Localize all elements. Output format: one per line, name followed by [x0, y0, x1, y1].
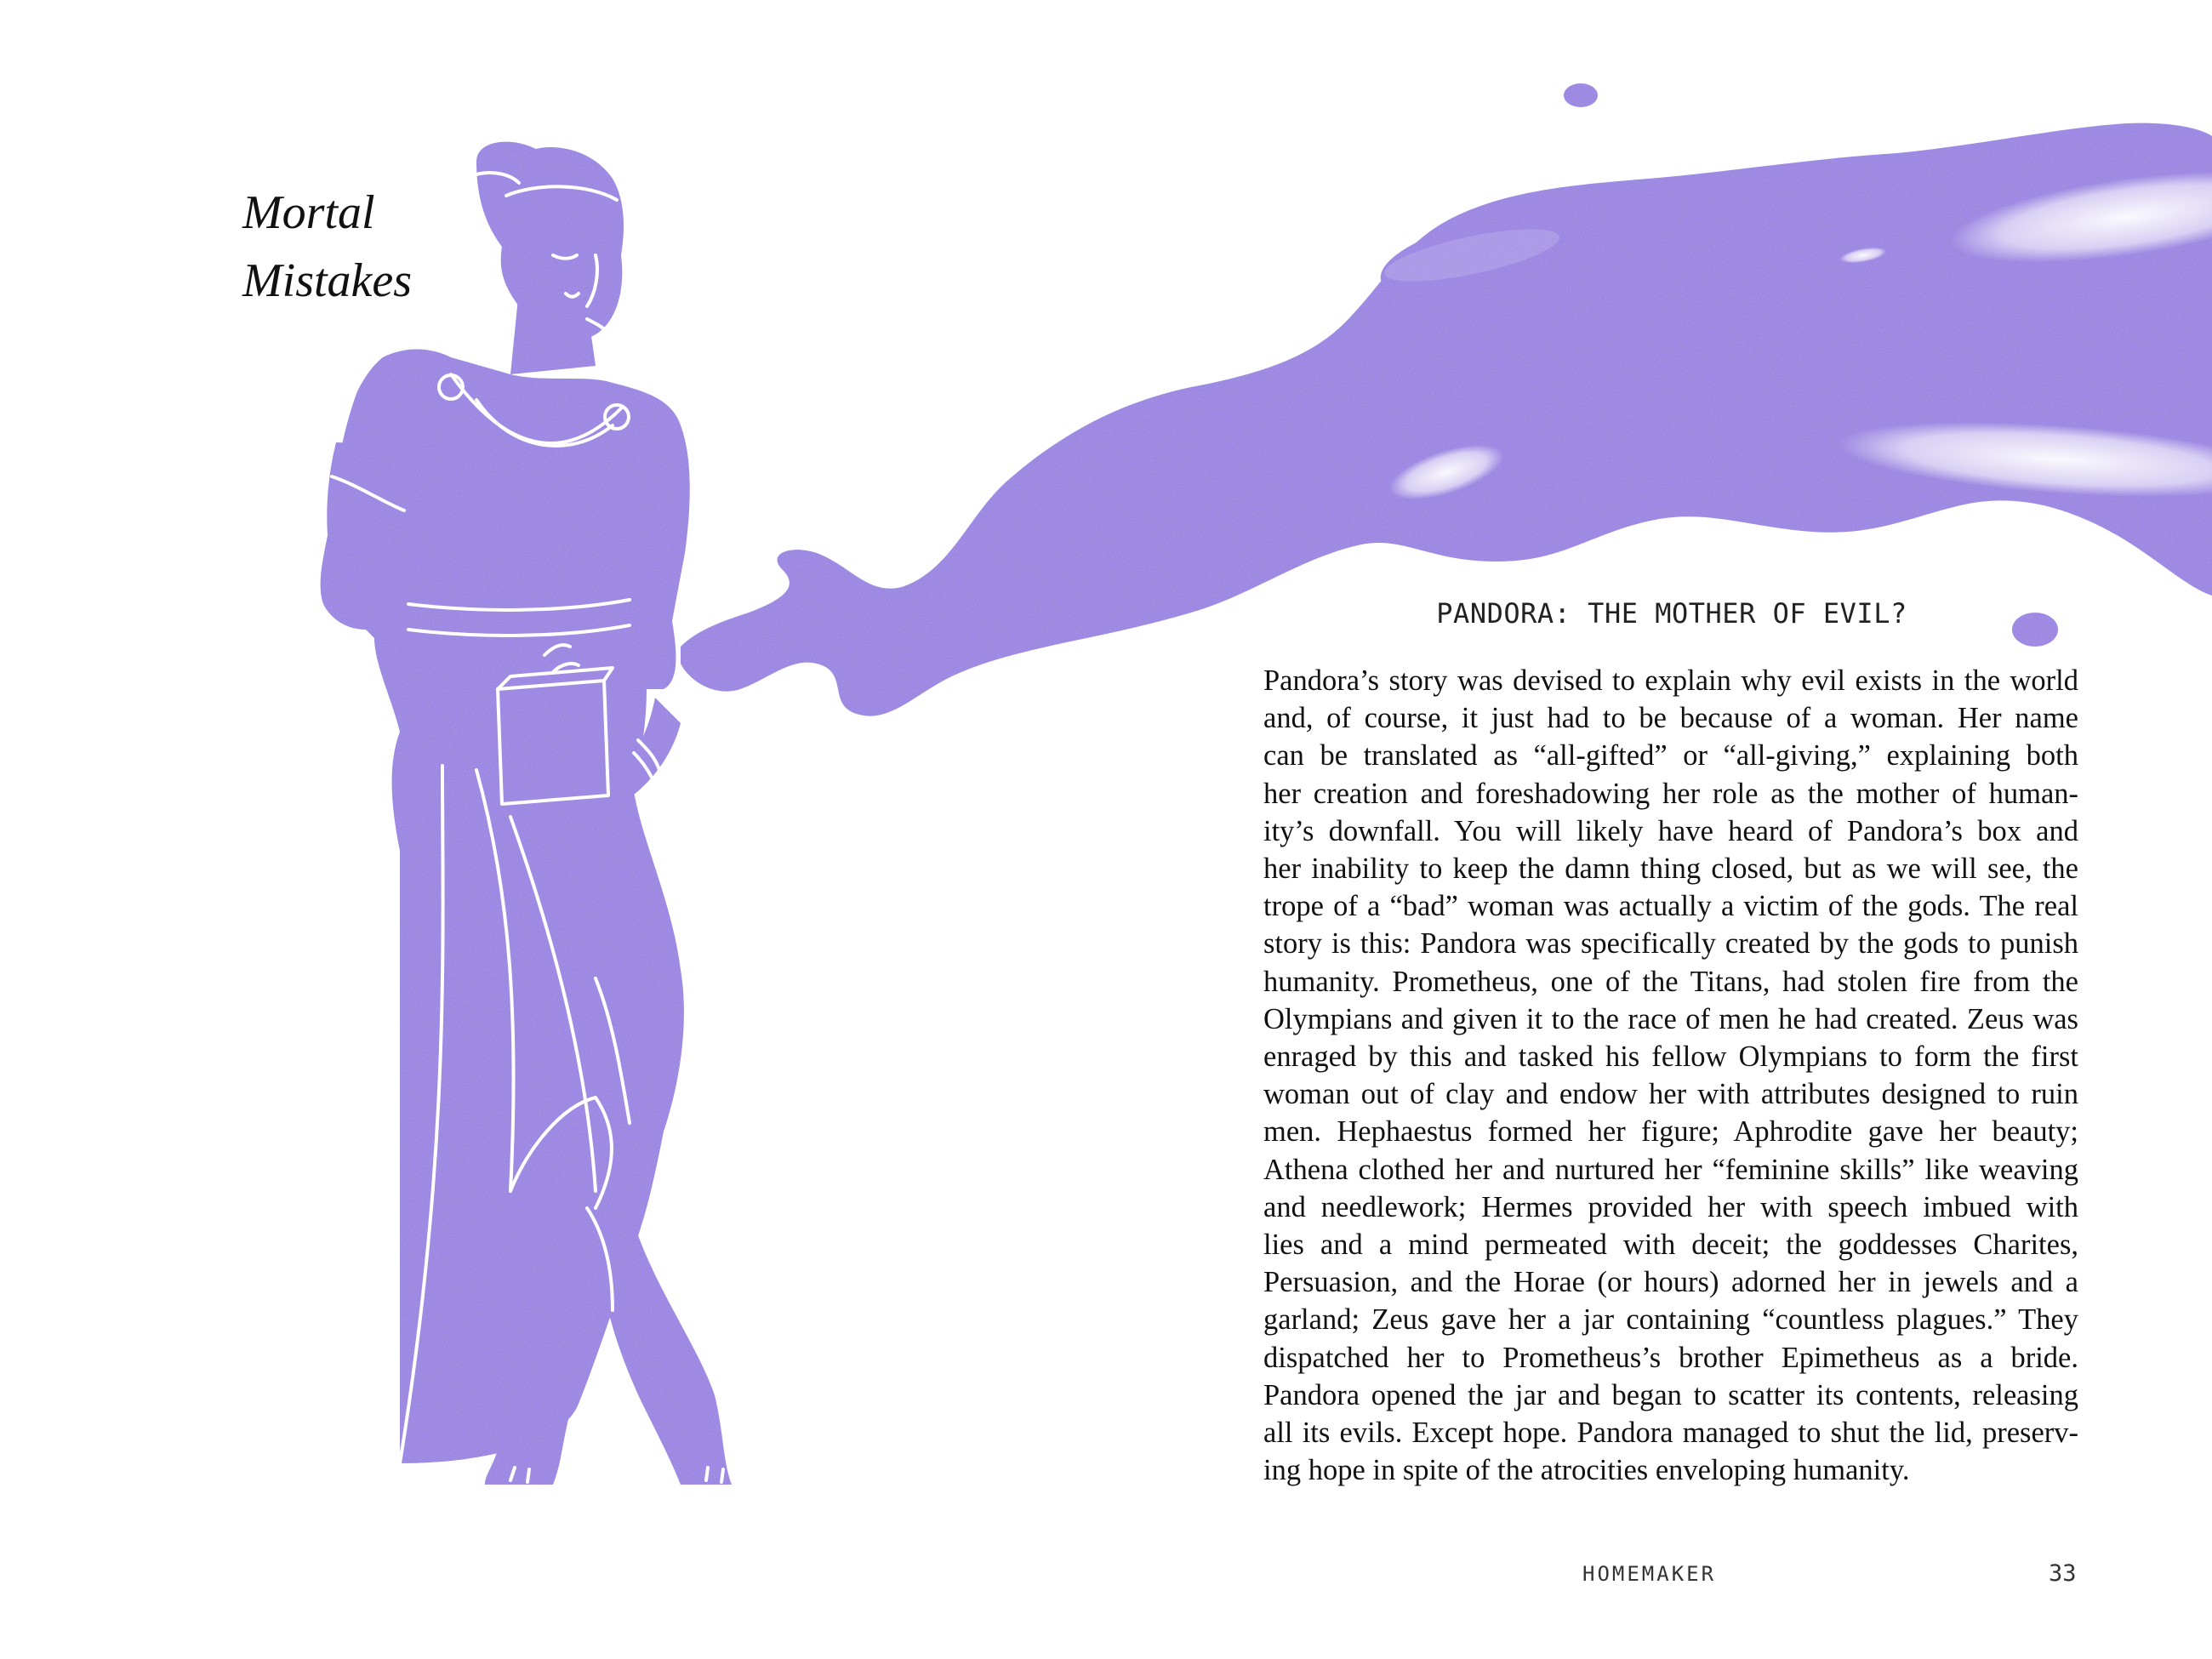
body-line: Pandora opened the jar and began to scatter its contents, releasing	[1263, 1378, 2078, 1411]
body-line: Pandora’s story was devised to explain why evil exists in the world	[1263, 664, 2078, 697]
body-line: her inability to keep the damn thing closed, but as we will see, the	[1263, 852, 2078, 886]
section-title-line-1: Mortal	[242, 186, 375, 239]
body-line: enraged by this and tasked his fellow Olympians to form the first	[1263, 1040, 2078, 1074]
body-line: her creation and foreshadowing her role as the mother of human-	[1263, 777, 2078, 810]
body-line: lies and a mind permeated with deceit; the goddesses Charites,	[1263, 1229, 2078, 1262]
body-line: all its evils. Except hope. Pandora managed to shut the lid, preserv-	[1263, 1417, 2078, 1450]
body-line: Athena clothed her and nurtured her “feminine skills” like weaving	[1263, 1153, 2078, 1186]
body-line: Olympians and given it to the race of men he had created. Zeus was	[1263, 1002, 2078, 1035]
body-line: can be translated as “all-gifted” or “all-giving,” explaining both	[1263, 739, 2078, 772]
body-line: dispatched her to Prometheus’s brother Epimetheus as a bride.	[1263, 1341, 2078, 1374]
body-line: men. Hephaestus formed her figure; Aphrodite gave her beauty;	[1263, 1115, 2078, 1149]
body-line: ity’s downfall. You will likely have heard of Pandora’s box and	[1263, 814, 2078, 847]
body-line: and, of course, it just had to be because of a woman. Her name	[1263, 702, 2078, 735]
body-line: and needlework; Hermes provided her with speech imbued with	[1263, 1190, 2078, 1223]
body-line: Persuasion, and the Horae (or hours) adorned her in jewels and a	[1263, 1266, 2078, 1299]
body-line: humanity. Prometheus, one of the Titans, had stolen fire from the	[1263, 965, 2078, 998]
article-heading: PANDORA: THE MOTHER OF EVIL?	[1436, 597, 1907, 630]
body-line: trope of a “bad” woman was actually a victim of the gods. The real	[1263, 890, 2078, 923]
page-number: 33	[2049, 1560, 2077, 1587]
body-line: garland; Zeus gave her a jar containing “countless plagues.” They	[1263, 1303, 2078, 1337]
running-footer: HOMEMAKER	[1582, 1562, 1717, 1586]
body-line: ing hope in spite of the atrocities enveloping humanity.	[1263, 1454, 1910, 1487]
body-line: woman out of clay and endow her with attributes designed to ruin	[1263, 1078, 2078, 1111]
section-title	[242, 179, 412, 315]
section-title-line-2: Mistakes	[242, 254, 413, 307]
body-line: story is this: Pandora was specifically created by the gods to punish	[1263, 927, 2078, 961]
article-body	[1263, 662, 2078, 1489]
pandora-figure-illustration	[321, 142, 732, 1485]
